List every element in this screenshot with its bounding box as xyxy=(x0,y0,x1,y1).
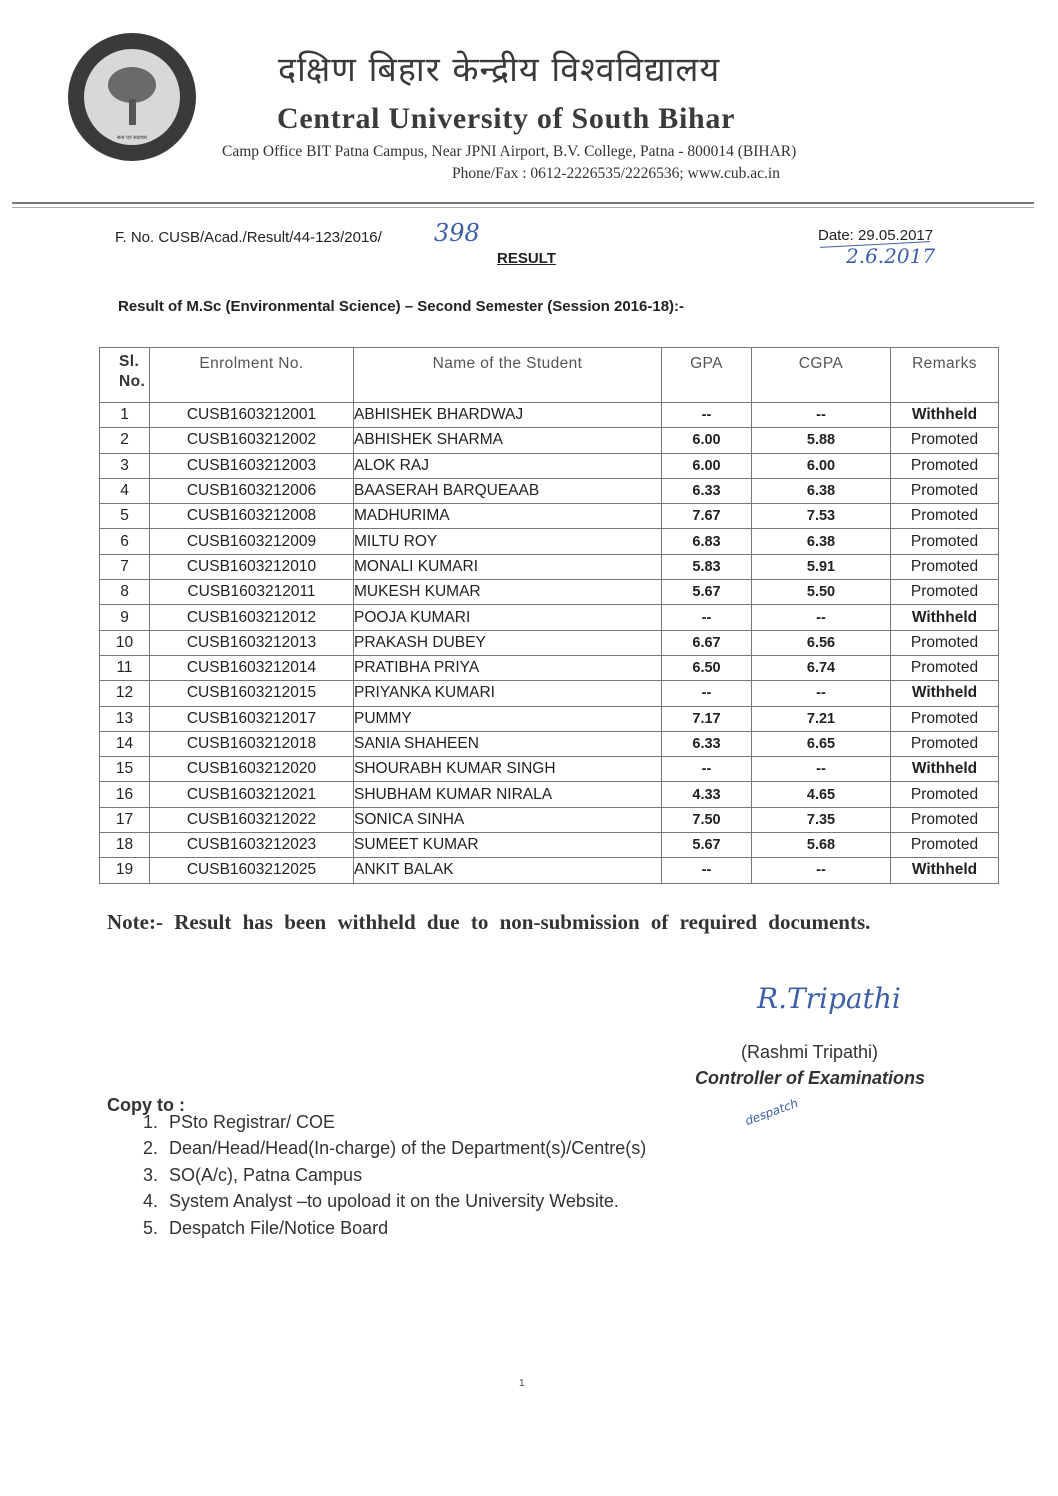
table-row xyxy=(100,782,999,807)
cell-cgpa: 6.38 xyxy=(752,529,891,554)
cell-remarks: Withheld xyxy=(891,858,999,883)
cell-enrolment: CUSB1603212013 xyxy=(150,630,354,655)
cell-enrolment: CUSB1603212021 xyxy=(150,782,354,807)
cell-gpa: 6.83 xyxy=(662,529,752,554)
cell-remarks: Withheld xyxy=(891,757,999,782)
cell-remarks: Promoted xyxy=(891,706,999,731)
cell-cgpa: 7.21 xyxy=(752,706,891,731)
table-row xyxy=(100,731,999,756)
table-row xyxy=(100,807,999,832)
cell-student-name: BAASERAH BARQUEAAB xyxy=(354,478,662,503)
cell-gpa: 7.67 xyxy=(662,504,752,529)
cell-enrolment: CUSB1603212014 xyxy=(150,655,354,680)
copy-to-item: 1. PSto Registrar/ COE xyxy=(163,1109,646,1135)
cell-gpa: 7.50 xyxy=(662,807,752,832)
cell-remarks: Promoted xyxy=(891,655,999,680)
cell-cgpa: 5.68 xyxy=(752,833,891,858)
col-header-sl-line2: No. xyxy=(119,373,146,390)
table-row xyxy=(100,504,999,529)
cell-enrolment: CUSB1603212012 xyxy=(150,605,354,630)
signatory-title: Controller of Examinations xyxy=(695,1068,926,1088)
table-row xyxy=(100,681,999,706)
cell-enrolment: CUSB1603212018 xyxy=(150,731,354,756)
cell-student-name: ALOK RAJ xyxy=(354,453,662,478)
cell-student-name: SHUBHAM KUMAR NIRALA xyxy=(354,782,662,807)
cell-cgpa: 6.38 xyxy=(752,478,891,503)
cell-gpa: 5.67 xyxy=(662,833,752,858)
cell-gpa: 6.50 xyxy=(662,655,752,680)
cell-gpa: 6.33 xyxy=(662,731,752,756)
cell-cgpa: 6.00 xyxy=(752,453,891,478)
tree-icon xyxy=(108,67,156,103)
table-row xyxy=(100,529,999,554)
cell-enrolment: CUSB1603212020 xyxy=(150,757,354,782)
cell-remarks: Promoted xyxy=(891,731,999,756)
cell-cgpa: 4.65 xyxy=(752,782,891,807)
cell-remarks: Withheld xyxy=(891,403,999,428)
cell-cgpa: 6.65 xyxy=(752,731,891,756)
cell-student-name: PRATIBHA PRIYA xyxy=(354,655,662,680)
cell-sl: 8 xyxy=(100,580,150,605)
cell-remarks: Promoted xyxy=(891,529,999,554)
cell-sl: 7 xyxy=(100,554,150,579)
cell-sl: 6 xyxy=(100,529,150,554)
cell-enrolment: CUSB1603212023 xyxy=(150,833,354,858)
cell-sl: 2 xyxy=(100,428,150,453)
cell-cgpa: 5.50 xyxy=(752,580,891,605)
cell-sl: 14 xyxy=(100,731,150,756)
cell-enrolment: CUSB1603212010 xyxy=(150,554,354,579)
cell-sl: 16 xyxy=(100,782,150,807)
cell-enrolment: CUSB1603212001 xyxy=(150,403,354,428)
cell-remarks: Promoted xyxy=(891,807,999,832)
cell-cgpa: 5.88 xyxy=(752,428,891,453)
cell-student-name: SONICA SINHA xyxy=(354,807,662,832)
cell-gpa: -- xyxy=(662,403,752,428)
cell-student-name: SHOURABH KUMAR SINGH xyxy=(354,757,662,782)
cell-sl: 1 xyxy=(100,403,150,428)
table-row xyxy=(100,554,999,579)
table-row xyxy=(100,605,999,630)
tree-trunk-icon xyxy=(129,99,136,125)
cell-student-name: PRAKASH DUBEY xyxy=(354,630,662,655)
university-address: Camp Office BIT Patna Campus, Near JPNI Airport, B.V. College, Patna - 800014 (BIHAR) xyxy=(222,143,797,160)
cell-remarks: Promoted xyxy=(891,630,999,655)
table-row xyxy=(100,833,999,858)
cell-remarks: Withheld xyxy=(891,681,999,706)
cell-cgpa: -- xyxy=(752,403,891,428)
results-table-body xyxy=(100,403,999,884)
cell-enrolment: CUSB1603212009 xyxy=(150,529,354,554)
cell-gpa: 6.00 xyxy=(662,453,752,478)
university-logo xyxy=(68,33,196,161)
cell-student-name: ANKIT BALAK xyxy=(354,858,662,883)
table-row xyxy=(100,403,999,428)
copy-to-list xyxy=(107,1109,646,1241)
header-divider xyxy=(12,202,1034,204)
cell-cgpa: -- xyxy=(752,858,891,883)
table-row xyxy=(100,453,999,478)
col-header-sl-line1: Sl. xyxy=(119,353,140,370)
cell-remarks: Promoted xyxy=(891,478,999,503)
cell-remarks: Withheld xyxy=(891,605,999,630)
cell-student-name: ABHISHEK BHARDWAJ xyxy=(354,403,662,428)
table-row xyxy=(100,655,999,680)
copy-to-item: 2. Dean/Head/Head(In-charge) of the Department(s)/Centre(s) xyxy=(163,1135,646,1161)
table-row xyxy=(100,428,999,453)
university-contact: Phone/Fax : 0612-2226535/2226536; www.cub.ac.in xyxy=(452,165,780,182)
cell-remarks: Promoted xyxy=(891,782,999,807)
cell-student-name: MILTU ROY xyxy=(354,529,662,554)
cell-enrolment: CUSB1603212006 xyxy=(150,478,354,503)
despatch-stamp: despatch xyxy=(743,1095,800,1129)
copy-to-item: 4. System Analyst –to upoload it on the University Website. xyxy=(163,1188,646,1214)
cell-sl: 3 xyxy=(100,453,150,478)
copy-to-heading: Copy to : xyxy=(107,1095,185,1115)
cell-sl: 17 xyxy=(100,807,150,832)
logo-emblem xyxy=(84,49,180,145)
signature: R.Tripathi xyxy=(757,982,901,1015)
cell-gpa: -- xyxy=(662,858,752,883)
cell-enrolment: CUSB1603212002 xyxy=(150,428,354,453)
cell-cgpa: 7.53 xyxy=(752,504,891,529)
table-row xyxy=(100,478,999,503)
cell-student-name: ABHISHEK SHARMA xyxy=(354,428,662,453)
cell-student-name: PRIYANKA KUMARI xyxy=(354,681,662,706)
cell-enrolment: CUSB1603212025 xyxy=(150,858,354,883)
cell-gpa: 5.67 xyxy=(662,580,752,605)
col-header-enrolment: Enrolment No. xyxy=(150,348,354,403)
table-row xyxy=(100,706,999,731)
cell-sl: 5 xyxy=(100,504,150,529)
cell-student-name: SANIA SHAHEEN xyxy=(354,731,662,756)
col-header-name: Name of the Student xyxy=(354,348,662,403)
cell-sl: 4 xyxy=(100,478,150,503)
table-header-row xyxy=(100,348,999,403)
col-header-sl xyxy=(100,348,150,403)
header-divider-thin xyxy=(12,207,1034,208)
cell-cgpa: 5.91 xyxy=(752,554,891,579)
document-heading: RESULT xyxy=(497,250,556,267)
cell-sl: 12 xyxy=(100,681,150,706)
file-number-handwritten: 398 xyxy=(434,219,480,247)
cell-student-name: POOJA KUMARI xyxy=(354,605,662,630)
table-row xyxy=(100,858,999,883)
cell-cgpa: 6.74 xyxy=(752,655,891,680)
cell-student-name: MADHURIMA xyxy=(354,504,662,529)
cell-gpa: -- xyxy=(662,605,752,630)
copy-to-item: 5. Despatch File/Notice Board xyxy=(163,1215,646,1241)
cell-cgpa: -- xyxy=(752,757,891,782)
cell-gpa: 4.33 xyxy=(662,782,752,807)
cell-gpa: 6.00 xyxy=(662,428,752,453)
cell-enrolment: CUSB1603212003 xyxy=(150,453,354,478)
cell-gpa: 6.67 xyxy=(662,630,752,655)
cell-enrolment: CUSB1603212011 xyxy=(150,580,354,605)
cell-sl: 11 xyxy=(100,655,150,680)
cell-gpa: 5.83 xyxy=(662,554,752,579)
cell-remarks: Promoted xyxy=(891,833,999,858)
page-mark: 1 xyxy=(519,1378,525,1389)
cell-enrolment: CUSB1603212008 xyxy=(150,504,354,529)
cell-sl: 10 xyxy=(100,630,150,655)
cell-gpa: 7.17 xyxy=(662,706,752,731)
copy-to-item: 3. SO(A/c), Patna Campus xyxy=(163,1162,646,1188)
cell-cgpa: 6.56 xyxy=(752,630,891,655)
cell-sl: 19 xyxy=(100,858,150,883)
file-number: F. No. CUSB/Acad./Result/44-123/2016/ xyxy=(115,229,382,246)
cell-cgpa: 7.35 xyxy=(752,807,891,832)
logo-motto: सत्य एवं सदाचार xyxy=(116,135,148,141)
university-name: Central University of South Bihar xyxy=(277,102,736,135)
cell-student-name: MONALI KUMARI xyxy=(354,554,662,579)
cell-enrolment: CUSB1603212017 xyxy=(150,706,354,731)
table-row xyxy=(100,757,999,782)
cell-sl: 18 xyxy=(100,833,150,858)
cell-remarks: Promoted xyxy=(891,554,999,579)
cell-gpa: -- xyxy=(662,681,752,706)
cell-remarks: Promoted xyxy=(891,504,999,529)
table-row xyxy=(100,630,999,655)
cell-sl: 13 xyxy=(100,706,150,731)
university-name-hindi: दक्षिण बिहार केन्द्रीय विश्वविद्यालय xyxy=(278,50,721,90)
col-header-remarks: Remarks xyxy=(891,348,999,403)
table-row xyxy=(100,580,999,605)
cell-student-name: PUMMY xyxy=(354,706,662,731)
signatory-name: (Rashmi Tripathi) xyxy=(741,1042,879,1062)
cell-enrolment: CUSB1603212022 xyxy=(150,807,354,832)
cell-remarks: Promoted xyxy=(891,580,999,605)
cell-sl: 9 xyxy=(100,605,150,630)
cell-student-name: MUKESH KUMAR xyxy=(354,580,662,605)
col-header-gpa: GPA xyxy=(662,348,752,403)
result-subtitle: Result of M.Sc (Environmental Science) – Second Semester (Session 2016-18):- xyxy=(118,298,685,315)
cell-gpa: 6.33 xyxy=(662,478,752,503)
cell-enrolment: CUSB1603212015 xyxy=(150,681,354,706)
date-handwritten: 2.6.2017 xyxy=(846,244,936,268)
cell-cgpa: -- xyxy=(752,605,891,630)
cell-remarks: Promoted xyxy=(891,453,999,478)
cell-sl: 15 xyxy=(100,757,150,782)
cell-cgpa: -- xyxy=(752,681,891,706)
document-date: Date: 29.05.2017 xyxy=(818,227,934,244)
cell-gpa: -- xyxy=(662,757,752,782)
withheld-note: Note:- Result has been withheld due to non-submission of required documents. xyxy=(107,910,871,934)
results-table xyxy=(99,347,999,884)
cell-student-name: SUMEET KUMAR xyxy=(354,833,662,858)
col-header-cgpa: CGPA xyxy=(752,348,891,403)
cell-remarks: Promoted xyxy=(891,428,999,453)
